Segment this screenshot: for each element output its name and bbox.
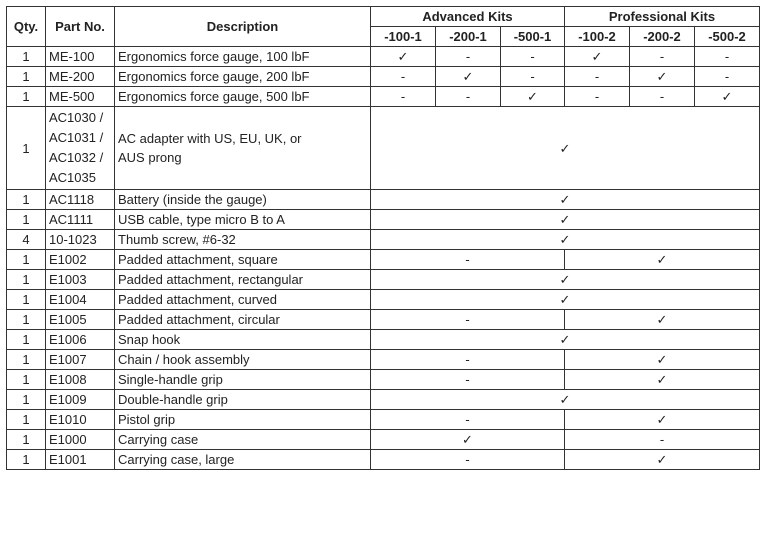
kit-inclusion-cell: ✓ [630,67,695,87]
part-number-cell: E1007 [46,350,115,370]
part-number-line: AC1032 / [49,150,104,165]
qty-cell: 1 [7,450,46,470]
table-row [7,67,760,87]
description-cell: Single-handle grip [115,370,371,390]
qty-cell: 1 [7,290,46,310]
kit-inclusion-cell: - [695,47,760,67]
description-cell: Padded attachment, rectangular [115,270,371,290]
description-header: Description [115,7,371,47]
kit-inclusion-cell: - [436,47,501,67]
qty-cell: 1 [7,390,46,410]
description-cell: Ergonomics force gauge, 500 lbF [115,87,371,107]
kit-column-header: -200-2 [630,27,695,47]
table-row [7,190,760,210]
part-number-cell: E1009 [46,390,115,410]
part-number-line: AC1035 [49,170,96,185]
qty-cell: 1 [7,67,46,87]
advanced-kits-cell: - [371,370,565,390]
description-cell: Padded attachment, curved [115,290,371,310]
kit-inclusion-cell: - [371,67,436,87]
kit-inclusion-cell: ✓ [695,87,760,107]
description-line: AUS prong [118,150,182,165]
advanced-kits-cell: - [371,410,565,430]
description-cell: Ergonomics force gauge, 200 lbF [115,67,371,87]
part-number-cell: E1003 [46,270,115,290]
part-number-cell: ME-100 [46,47,115,67]
description-cell: Carrying case, large [115,450,371,470]
part-number-line: AC1031 / [49,130,104,145]
all-kits-cell: ✓ [371,270,760,290]
description-cell: Chain / hook assembly [115,350,371,370]
table-row [7,350,760,370]
kit-inclusion-cell: - [630,47,695,67]
qty-cell: 1 [7,350,46,370]
table-row [7,250,760,270]
description-cell: Padded attachment, circular [115,310,371,330]
kit-column-header: -200-1 [436,27,501,47]
qty-cell: 1 [7,270,46,290]
kit-inclusion-cell: ✓ [371,47,436,67]
kit-inclusion-cell: - [565,87,630,107]
part-number-cell: E1008 [46,370,115,390]
table-row [7,410,760,430]
all-kits-cell: ✓ [371,190,760,210]
professional-kits-cell: - [565,430,760,450]
part-number-cell: E1000 [46,430,115,450]
all-kits-cell: ✓ [371,290,760,310]
part-no-header: Part No. [46,7,115,47]
professional-kits-cell: ✓ [565,410,760,430]
qty-cell: 1 [7,210,46,230]
part-number-cell [46,107,115,190]
professional-kits-cell: ✓ [565,350,760,370]
qty-cell: 1 [7,87,46,107]
table-row [7,210,760,230]
kit-inclusion-cell: - [371,87,436,107]
kit-table-body [7,47,760,470]
all-kits-cell: ✓ [371,107,760,190]
table-row [7,390,760,410]
part-number-cell: E1005 [46,310,115,330]
kit-inclusion-cell: ✓ [501,87,565,107]
part-number-cell: E1001 [46,450,115,470]
table-row [7,47,760,67]
table-row [7,370,760,390]
part-number-cell: 10-1023 [46,230,115,250]
qty-header: Qty. [7,7,46,47]
description-cell: USB cable, type micro B to A [115,210,371,230]
advanced-kits-cell: - [371,450,565,470]
part-number-cell: AC1118 [46,190,115,210]
kit-inclusion-cell: - [436,87,501,107]
professional-kits-cell: ✓ [565,310,760,330]
all-kits-cell: ✓ [371,230,760,250]
kit-column-header: -100-2 [565,27,630,47]
qty-cell: 1 [7,47,46,67]
part-number-cell: AC1111 [46,210,115,230]
advanced-kits-cell: - [371,350,565,370]
kit-contents-table [6,6,760,470]
kit-column-header: -500-2 [695,27,760,47]
table-row [7,310,760,330]
advanced-kits-cell: ✓ [371,430,565,450]
description-cell: Padded attachment, square [115,250,371,270]
professional-kits-cell: ✓ [565,450,760,470]
table-row [7,230,760,250]
professional-kits-cell: ✓ [565,370,760,390]
description-cell: Double-handle grip [115,390,371,410]
kit-inclusion-cell: ✓ [436,67,501,87]
kit-column-header: -100-1 [371,27,436,47]
qty-cell: 1 [7,250,46,270]
part-number-cell: ME-200 [46,67,115,87]
qty-cell: 1 [7,370,46,390]
qty-cell: 1 [7,330,46,350]
kit-inclusion-cell: - [565,67,630,87]
qty-cell: 1 [7,410,46,430]
table-row [7,330,760,350]
table-row [7,270,760,290]
kit-inclusion-cell: - [695,67,760,87]
qty-cell: 1 [7,310,46,330]
kit-inclusion-cell: - [501,67,565,87]
description-cell [115,107,371,190]
professional-kits-cell: ✓ [565,250,760,270]
qty-cell: 1 [7,190,46,210]
advanced-kits-cell: - [371,250,565,270]
description-cell: Pistol grip [115,410,371,430]
qty-cell: 1 [7,430,46,450]
part-number-cell: E1002 [46,250,115,270]
qty-cell: 4 [7,230,46,250]
part-number-cell: ME-500 [46,87,115,107]
description-cell: Ergonomics force gauge, 100 lbF [115,47,371,67]
advanced-kits-header: Advanced Kits [371,7,565,27]
qty-cell: 1 [7,107,46,190]
kit-inclusion-cell: - [501,47,565,67]
table-row [7,107,760,190]
description-line: AC adapter with US, EU, UK, or [118,131,302,146]
kit-inclusion-cell: - [630,87,695,107]
description-cell: Thumb screw, #6-32 [115,230,371,250]
kit-inclusion-cell: ✓ [565,47,630,67]
table-row [7,430,760,450]
table-row [7,290,760,310]
advanced-kits-cell: - [371,310,565,330]
description-cell: Snap hook [115,330,371,350]
all-kits-cell: ✓ [371,390,760,410]
all-kits-cell: ✓ [371,210,760,230]
description-cell: Battery (inside the gauge) [115,190,371,210]
part-number-cell: E1010 [46,410,115,430]
description-cell: Carrying case [115,430,371,450]
professional-kits-header: Professional Kits [565,7,760,27]
table-row [7,87,760,107]
part-number-cell: E1006 [46,330,115,350]
kit-column-header: -500-1 [501,27,565,47]
table-row [7,450,760,470]
part-number-line: AC1030 / [49,110,104,125]
part-number-cell: E1004 [46,290,115,310]
all-kits-cell: ✓ [371,330,760,350]
